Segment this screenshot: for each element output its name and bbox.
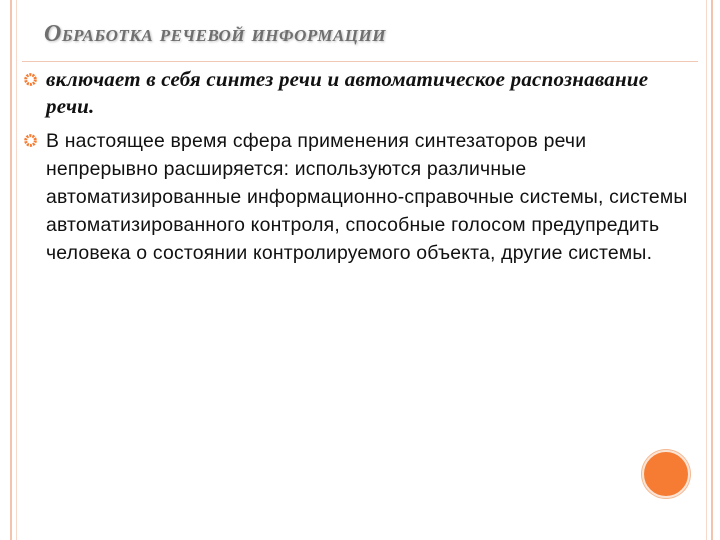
bullet-item bbox=[22, 127, 698, 267]
bullet-text: В настоящее время сфера применения синтезаторов речи непрерывно расширяется: используются различные автоматизированные информационно-справочные системы, системы автоматизированного контроля, способные голосом предупредить человека о состоянии контролируемого объекта, другие системы. bbox=[46, 130, 688, 264]
orange-circle-decoration bbox=[642, 450, 690, 498]
slide-content bbox=[22, 66, 698, 275]
title-divider bbox=[22, 61, 698, 62]
gear-bullet-icon bbox=[24, 73, 37, 86]
slide-title: Обработка речевой информации bbox=[44, 21, 386, 47]
bullet-item bbox=[22, 66, 698, 119]
gear-bullet-icon bbox=[24, 134, 37, 147]
bullet-text: включает в себя синтез речи и автоматическое распознавание речи. bbox=[46, 67, 649, 118]
